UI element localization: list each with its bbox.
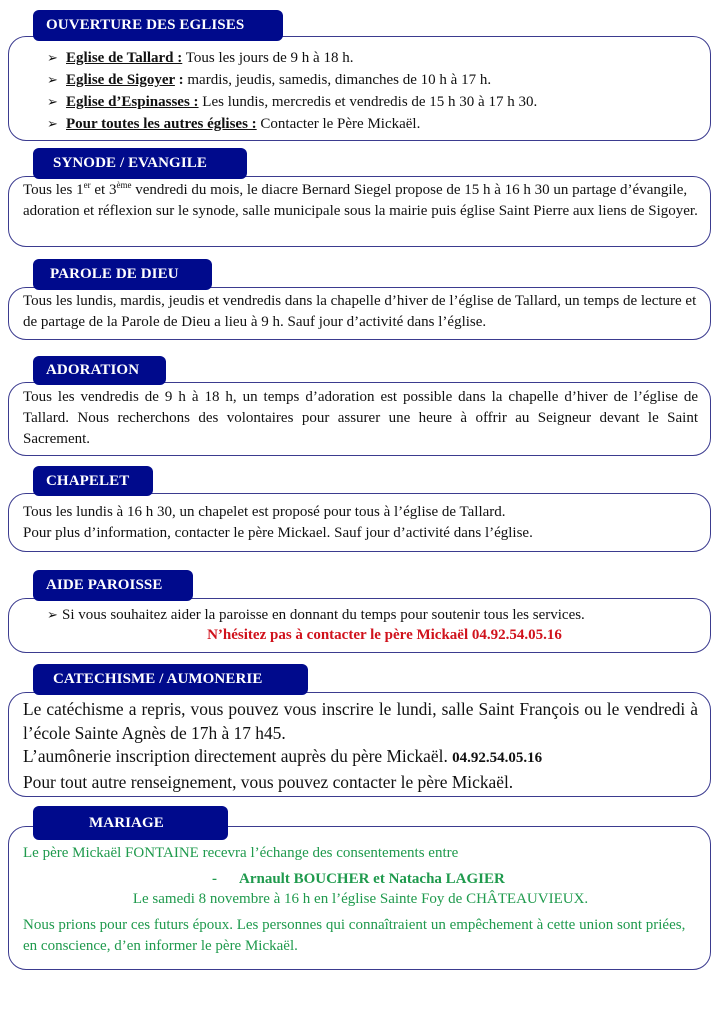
section-header-parole: PAROLE DE DIEU (33, 259, 212, 290)
section-header-synode: SYNODE / EVANGILE (33, 148, 247, 179)
adoration-text: Tous les vendredis de 9 h à 18 h, un temps d’adoration est possible dans la chapelle d’hiver de l’église de Tallard. Nous recherchons des volontaires pour assurer une heure à offrir au Seigneur devant le Saint Sacrement. (23, 389, 698, 447)
section-synode (8, 176, 711, 247)
church-name: Eglise d’Espinasses : (66, 94, 199, 110)
parole-text: Tous les lundis, mardis, jeudis et vendredis dans la chapelle d’hiver de l’église de Tallard, un temps de lecture et de partage de la Parole de Dieu a lieu à 9 h. Sauf jour d’activité dans l’église. (23, 293, 697, 330)
section-header-ouverture: OUVERTURE DES EGLISES (33, 10, 283, 41)
section-parole (8, 287, 711, 340)
chapelet-line: Pour plus d’information, contacter le père Mickael. Sauf jour d’activité dans l’église. (23, 525, 533, 541)
mariage-intro: Le père Mickaël FONTAINE recevra l’échange des consentements entre (23, 845, 459, 861)
section-header-aide: AIDE PAROISSE (33, 570, 193, 601)
aide-contact: N’hésitez pas à contacter le père Mickaël 04.92.54.05.16 (207, 627, 562, 643)
section-mariage (8, 826, 711, 970)
phone-number: 04.92.54.05.16 (452, 750, 543, 766)
mariage-outro: Nous prions pour ces futurs époux. Les personnes qui connaîtraient un empêchement à cette union sont priées, en conscience, d’en informer le père Mickaël. (23, 917, 686, 954)
list-item (47, 47, 698, 69)
arrow-bullet-icon: ➢ (47, 72, 58, 87)
section-catechisme (8, 692, 711, 797)
section-aide (8, 598, 711, 653)
church-hours: mardis, jeudis, samedis, dimanches de 10 h à 17 h. (183, 72, 492, 88)
chapelet-text (23, 502, 698, 544)
chapelet-line: Tous les lundis à 16 h 30, un chapelet est proposé pour tous à l’église de Tallard. (23, 504, 506, 520)
arrow-bullet-icon: ➢ (47, 94, 58, 109)
list-item: ➢ Si vous souhaitez aider la paroisse en donnant du temps pour soutenir tous les services. (47, 604, 698, 626)
catechisme-text (23, 698, 698, 794)
ouverture-list (47, 47, 698, 135)
list-item (47, 69, 698, 91)
church-hours: Les lundis, mercredis et vendredis de 15 h 30 à 17 h 30. (198, 94, 538, 110)
section-chapelet (8, 493, 711, 552)
dash-bullet: - (212, 871, 217, 887)
church-hours: Contacter le Père Mickaël. (256, 116, 421, 132)
separator: : (174, 72, 184, 88)
section-adoration (8, 382, 711, 456)
section-header-mariage: MARIAGE (33, 806, 228, 840)
arrow-bullet-icon: ➢ (47, 607, 58, 622)
aide-text (47, 604, 698, 626)
arrow-bullet-icon: ➢ (47, 50, 58, 65)
arrow-bullet-icon: ➢ (47, 116, 58, 131)
church-hours: Tous les jours de 9 h à 18 h. (182, 50, 354, 66)
section-header-chapelet: CHAPELET (33, 466, 153, 496)
list-item (47, 91, 698, 113)
catechisme-paragraph: L’aumônerie inscription directement auprès du père Mickaël. 04.92.54.05.16 (23, 746, 543, 766)
catechisme-paragraph: Pour tout autre renseignement, vous pouvez contacter le père Mickaël. (23, 771, 514, 792)
synode-text: Tous les 1er et 3ème vendredi du mois, le diacre Bernard Siegel propose de 15 h à 16 h 30 un partage d’évangile, adoration et réflexion sur le synode, salle municipale sous la mairie puis église Saint Pierre aux liens de Sigoyer. (23, 180, 698, 219)
church-name: Pour toutes les autres églises : (66, 116, 257, 132)
section-ouverture (8, 36, 711, 141)
section-header-adoration: ADORATION (33, 356, 166, 385)
mariage-couple: - Arnault BOUCHER et Natacha LAGIER (212, 871, 505, 887)
church-name: Eglise de Sigoyer (66, 72, 175, 88)
church-name: Eglise de Tallard : (66, 50, 183, 66)
section-header-catechisme: CATECHISME / AUMONERIE (33, 664, 308, 695)
list-item (47, 113, 698, 135)
catechisme-paragraph: Le catéchisme a repris, vous pouvez vous inscrire le lundi, salle Saint François ou le vendredi à l’école Sainte Agnès de 17h à 17 h45. (23, 699, 698, 743)
mariage-date: Le samedi 8 novembre à 16 h en l’église Sainte Foy de CHÂTEAUVIEUX. (132, 891, 589, 907)
